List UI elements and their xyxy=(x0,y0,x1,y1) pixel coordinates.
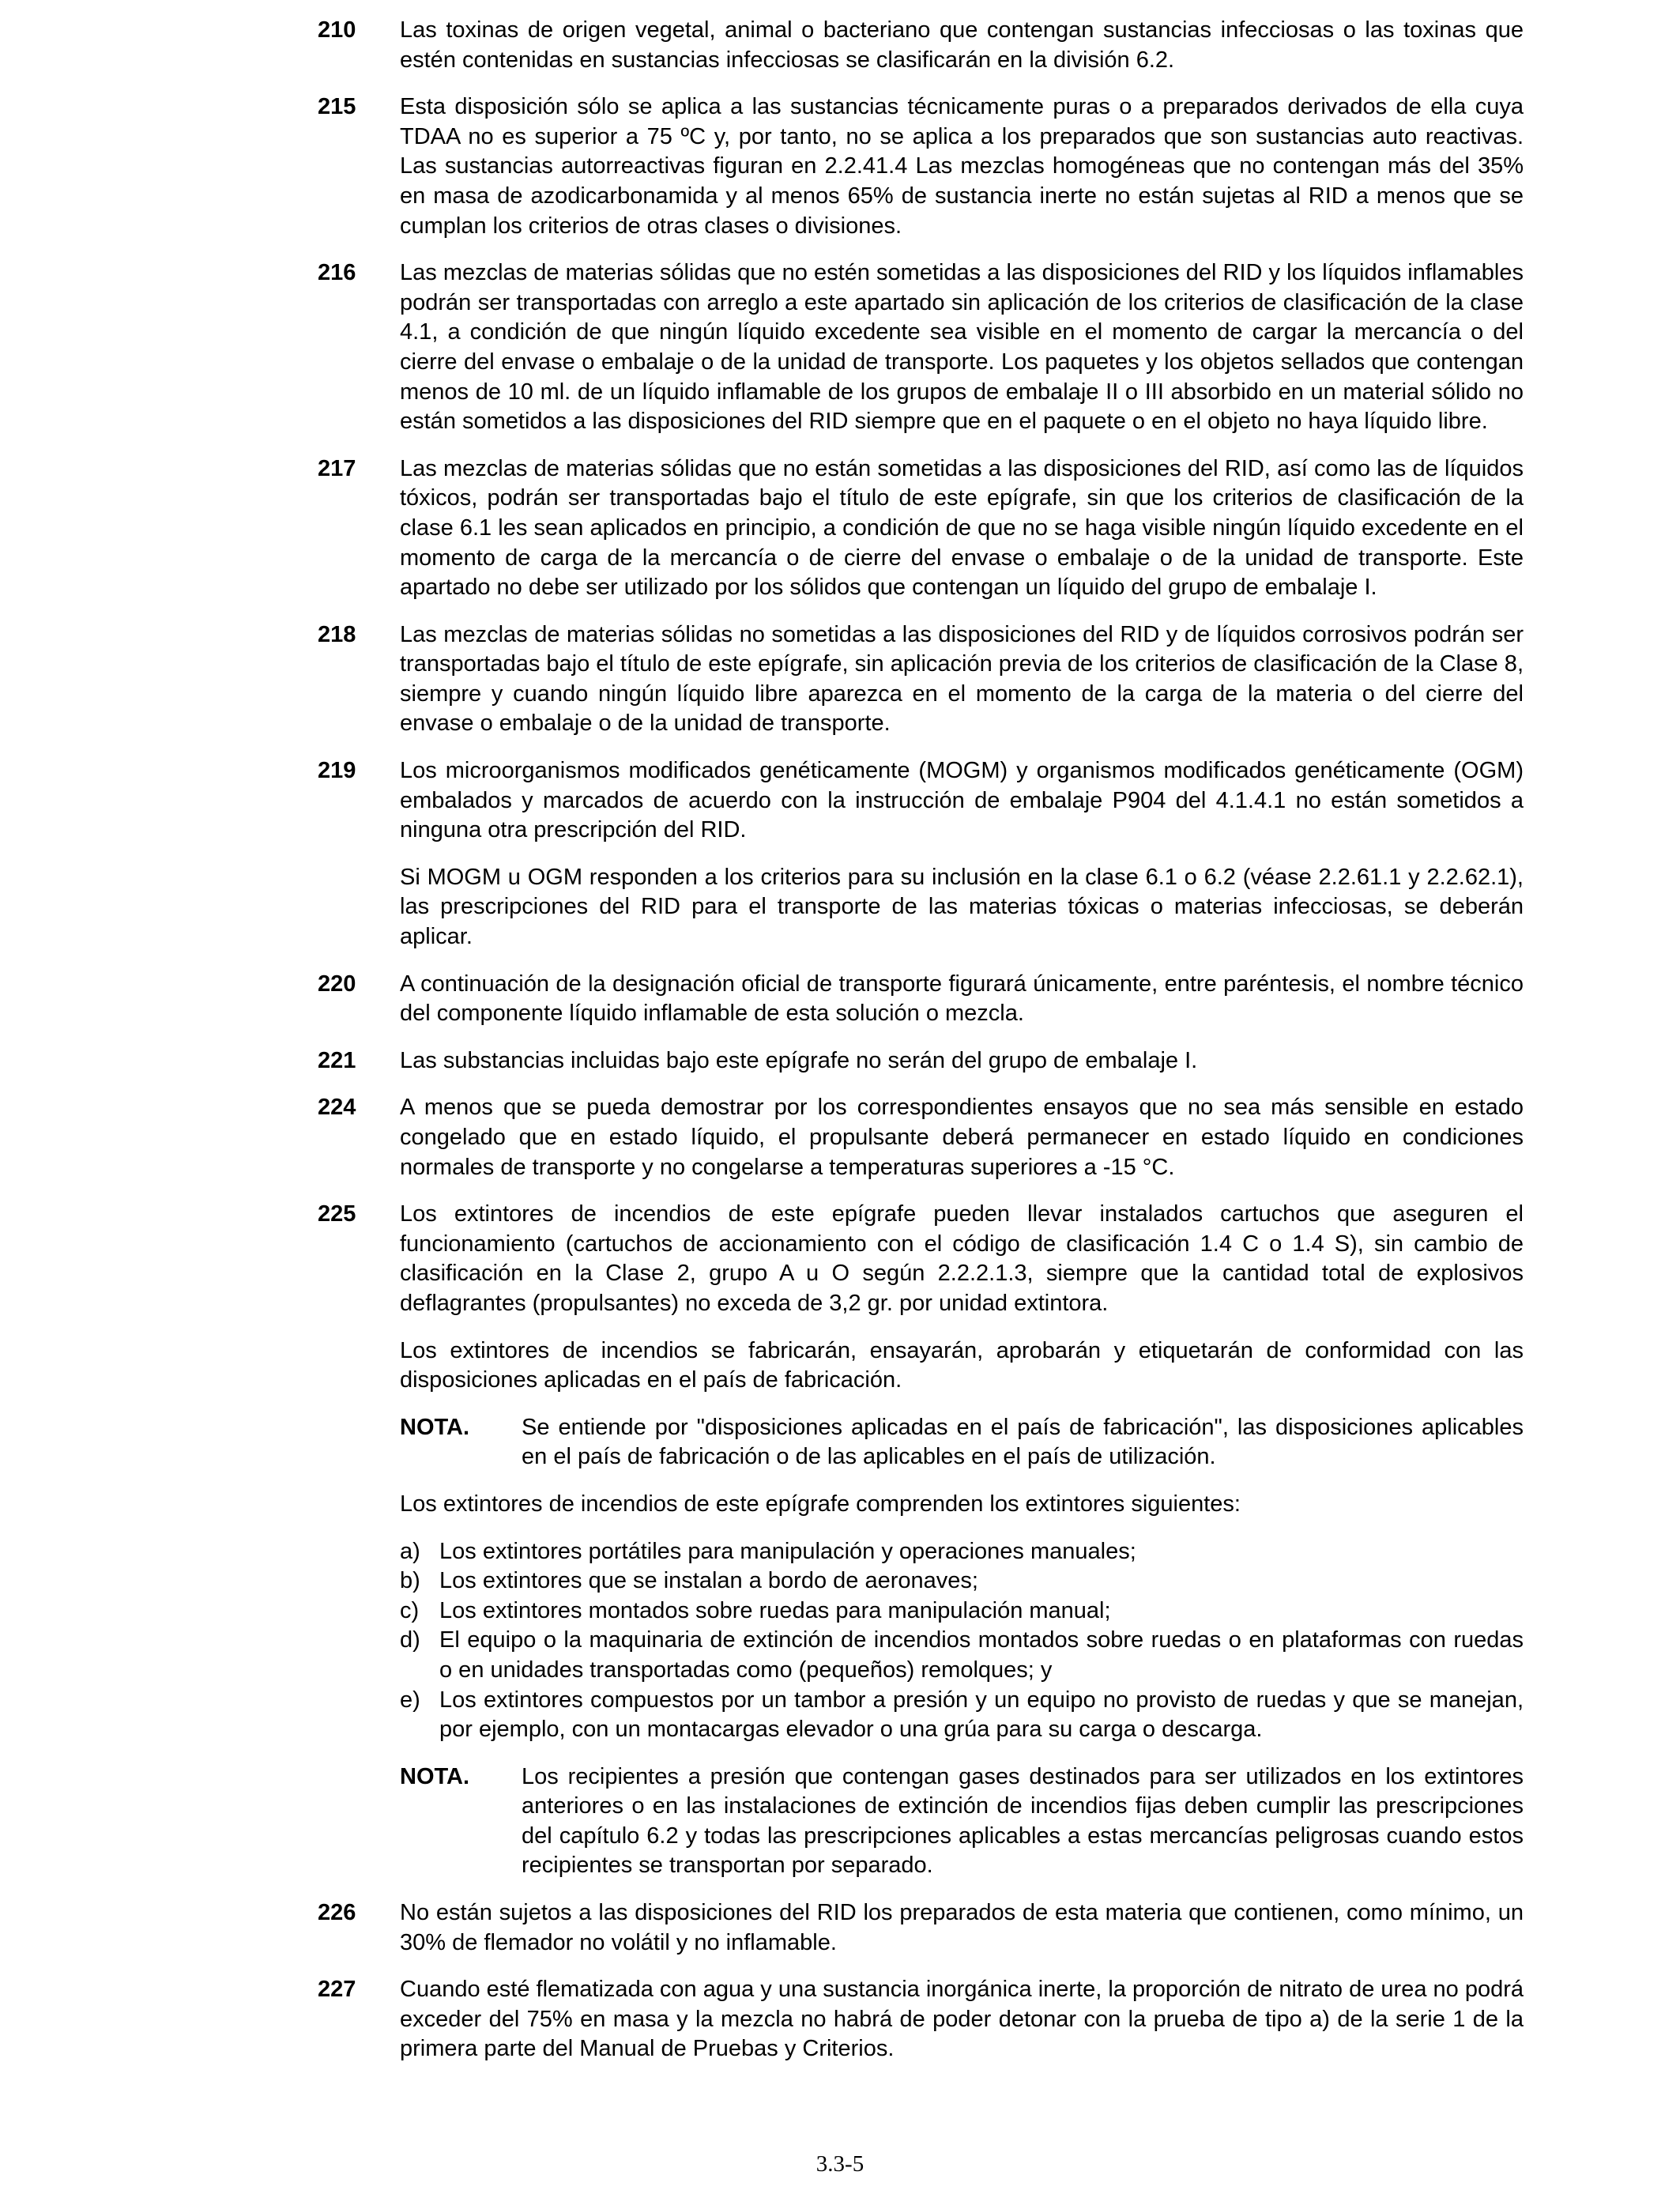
provision-text: A menos que se pueda demostrar por los correspondientes ensayos que no sea más sensible en estado congelado que en estado líquido, el propulsante deberá permanecer en estado líquido en condiciones normales de transporte y no congelarse a temperaturas superiores a -15 °C. xyxy=(400,1095,1524,1180)
page-number: 3.3-5 xyxy=(816,2151,864,2177)
provision-text: Las mezclas de materias sólidas no sometidas a las disposiciones del RID y de líquidos corrosivos podrán ser transportadas bajo el título de este epígrafe, sin aplicación previa de los criterios de clasificación de la Clase 8, siempre y cuando ningún líquido libre aparezca en el momento de la carga de la materia o del cierre del envase o embalaje o de la unidad de transporte. xyxy=(400,621,1524,737)
provision-number: 219 xyxy=(318,758,356,784)
provision-number: 216 xyxy=(318,260,356,286)
provision-number: 217 xyxy=(318,455,356,481)
provision-217 xyxy=(318,454,1524,603)
provision-216 xyxy=(318,258,1524,437)
extinguisher-list xyxy=(400,1537,1524,1745)
provision-220 xyxy=(318,970,1524,1029)
provision-text: Los microorganismos modificados genéticamente (MOGM) y organismos modificados genéticamente (OGM) embalados y marcados de acuerdo con la instrucción de embalaje P904 del 4.1.4.1 no están sometidos a ninguna otra prescripción del RID. xyxy=(400,758,1524,843)
provision-number: 227 xyxy=(318,1977,356,2003)
provision-text: Las substancias incluidas bajo este epígrafe no serán del grupo de embalaje I. xyxy=(400,1047,1198,1073)
provision-number: 225 xyxy=(318,1201,356,1227)
provision-number: 210 xyxy=(318,17,356,43)
note-label: NOTA. xyxy=(400,1763,470,1789)
provision-text: No están sujetos a las disposiciones del RID los preparados de esta materia que contienen, como mínimo, un 30% de flemador no volátil y no inflamable. xyxy=(400,1900,1524,1955)
list-text: El equipo o la maquinaria de extinción de incendios montados sobre ruedas o en plataformas con ruedas o en unidades transportadas como (pequeños) remolques; y xyxy=(439,1627,1524,1683)
note-label: NOTA. xyxy=(400,1414,470,1440)
list-letter: e) xyxy=(400,1687,420,1713)
provision-number: 221 xyxy=(318,1047,356,1073)
list-letter: c) xyxy=(400,1597,420,1623)
provision-221 xyxy=(318,1046,1524,1076)
list-item xyxy=(400,1566,1524,1596)
provision-text: Los extintores de incendios de este epígrafe pueden llevar instalados cartuchos que aseguren el funcionamiento (cartuchos de accionamiento con el código de clasificación 1.4 C o 1.4 S), sin cambio de clasificación en la Clase 2, grupo A u O según 2.2.2.1.3, siempre que la cantidad total de explosivos deflagrantes (propulsantes) no exceda de 3,2 gr. por unidad extintora. xyxy=(400,1201,1524,1316)
provision-210 xyxy=(318,16,1524,75)
provision-text: Si MOGM u OGM responden a los criterios para su inclusión en la clase 6.1 o 6.2 (véase 2.2.61.1 y 2.2.62.1), las prescripciones del RID para el transporte de las materias tóxicas o materias infecciosas, se deberán aplicar. xyxy=(400,864,1524,950)
provision-215 xyxy=(318,92,1524,241)
note-block xyxy=(400,1762,1524,1881)
provision-text: Las mezclas de materias sólidas que no están sometidas a las disposiciones del RID, así como las de líquidos tóxicos, podrán ser transportadas bajo el título de este epígrafe, sin que los criterios de clasificación de la clase 6.1 les sean aplicados en principio, a condición de que no se haga visible ningún líquido excedente en el momento de carga de la mercancía o de cierre del envase o embalaje o de la unidad de transporte. Este apartado no debe ser utilizado por los sólidos que contengan un líquido del grupo de embalaje I. xyxy=(400,455,1524,601)
provision-text: Cuando esté flematizada con agua y una sustancia inorgánica inerte, la proporción de nitrato de urea no podrá exceder del 75% en masa y la mezcla no habrá de poder detonar con la prueba de tipo a) de la serie 1 de la primera parte del Manual de Pruebas y Criterios. xyxy=(400,1977,1524,2062)
list-item xyxy=(400,1626,1524,1685)
note-block xyxy=(400,1413,1524,1472)
provision-text: A continuación de la designación oficial de transporte figurará únicamente, entre paréntesis, el nombre técnico del componente líquido inflamable de esta solución o mezcla. xyxy=(400,971,1524,1027)
list-text: Los extintores montados sobre ruedas para manipulación manual; xyxy=(439,1597,1111,1623)
list-text: Los extintores que se instalan a bordo de aeronaves; xyxy=(439,1568,978,1594)
list-item xyxy=(400,1596,1524,1627)
list-item xyxy=(400,1537,1524,1567)
list-letter: b) xyxy=(400,1568,420,1594)
list-item xyxy=(400,1686,1524,1745)
provision-number: 218 xyxy=(318,621,356,647)
provision-224 xyxy=(318,1093,1524,1182)
provision-number: 215 xyxy=(318,94,356,120)
provision-227 xyxy=(318,1975,1524,2064)
list-letter: d) xyxy=(400,1627,420,1653)
note-text: Se entiende por "disposiciones aplicadas en el país de fabricación", las disposiciones aplicables en el país de fabricación o de las aplicables en el país de utilización. xyxy=(522,1414,1524,1470)
provision-218 xyxy=(318,620,1524,739)
provision-219 xyxy=(318,756,1524,952)
provisions-list xyxy=(318,16,1524,2082)
list-text: Los extintores portátiles para manipulación y operaciones manuales; xyxy=(439,1538,1136,1564)
list-text: Los extintores compuestos por un tambor a presión y un equipo no provisto de ruedas y que se manejan, por ejemplo, con un montacargas elevador o una grúa para su carga o descarga. xyxy=(439,1687,1524,1743)
provision-number: 226 xyxy=(318,1900,356,1926)
provision-text: Esta disposición sólo se aplica a las sustancias técnicamente puras o a preparados derivados de ella cuya TDAA no es superior a 75 ºC y, por tanto, no se aplica a los preparados que son sustancias auto reactivas. Las sustancias autorreactivas figuran en 2.2.41.4 Las mezclas homogéneas que no contengan más del 35% en masa de azodicarbonamida y al menos 65% de sustancia inerte no están sujetas al RID a menos que se cumplan los criterios de otras clases o divisiones. xyxy=(400,94,1524,239)
note-text: Los recipientes a presión que contengan gases destinados para ser utilizados en los extintores anteriores o en las instalaciones de extinción de incendios fijas deben cumplir las prescripciones del capítulo 6.2 y todas las prescripciones aplicables a estas mercancías peligrosas cuando estos recipientes se transportan por separado. xyxy=(522,1763,1524,1879)
provision-text: Las toxinas de origen vegetal, animal o bacteriano que contengan sustancias infecciosas o las toxinas que estén contenidas en sustancias infecciosas se clasificarán en la división 6.2. xyxy=(400,17,1524,73)
provision-226 xyxy=(318,1898,1524,1958)
provision-225 xyxy=(318,1200,1524,1881)
provision-text: Las mezclas de materias sólidas que no estén sometidas a las disposiciones del RID y los líquidos inflamables podrán ser transportadas con arreglo a este apartado sin aplicación de los criterios de clasificación de la clase 4.1, a condición de que ningún líquido excedente sea visible en el momento de cargar la mercancía o del cierre del envase o embalaje o de la unidad de transporte. Los paquetes y los objetos sellados que contengan menos de 10 ml. de un líquido inflamable de los grupos de embalaje II o III absorbido en un material sólido no están sometidos a las disposiciones del RID siempre que en el paquete o en el objeto no haya líquido libre. xyxy=(400,260,1524,435)
provision-text: Los extintores de incendios de este epígrafe comprenden los extintores siguientes: xyxy=(400,1491,1241,1517)
provision-text: Los extintores de incendios se fabricarán, ensayarán, aprobarán y etiquetarán de conformidad con las disposiciones aplicadas en el país de fabricación. xyxy=(400,1337,1524,1393)
list-letter: a) xyxy=(400,1538,420,1564)
provision-number: 220 xyxy=(318,971,356,997)
provision-number: 224 xyxy=(318,1095,356,1121)
